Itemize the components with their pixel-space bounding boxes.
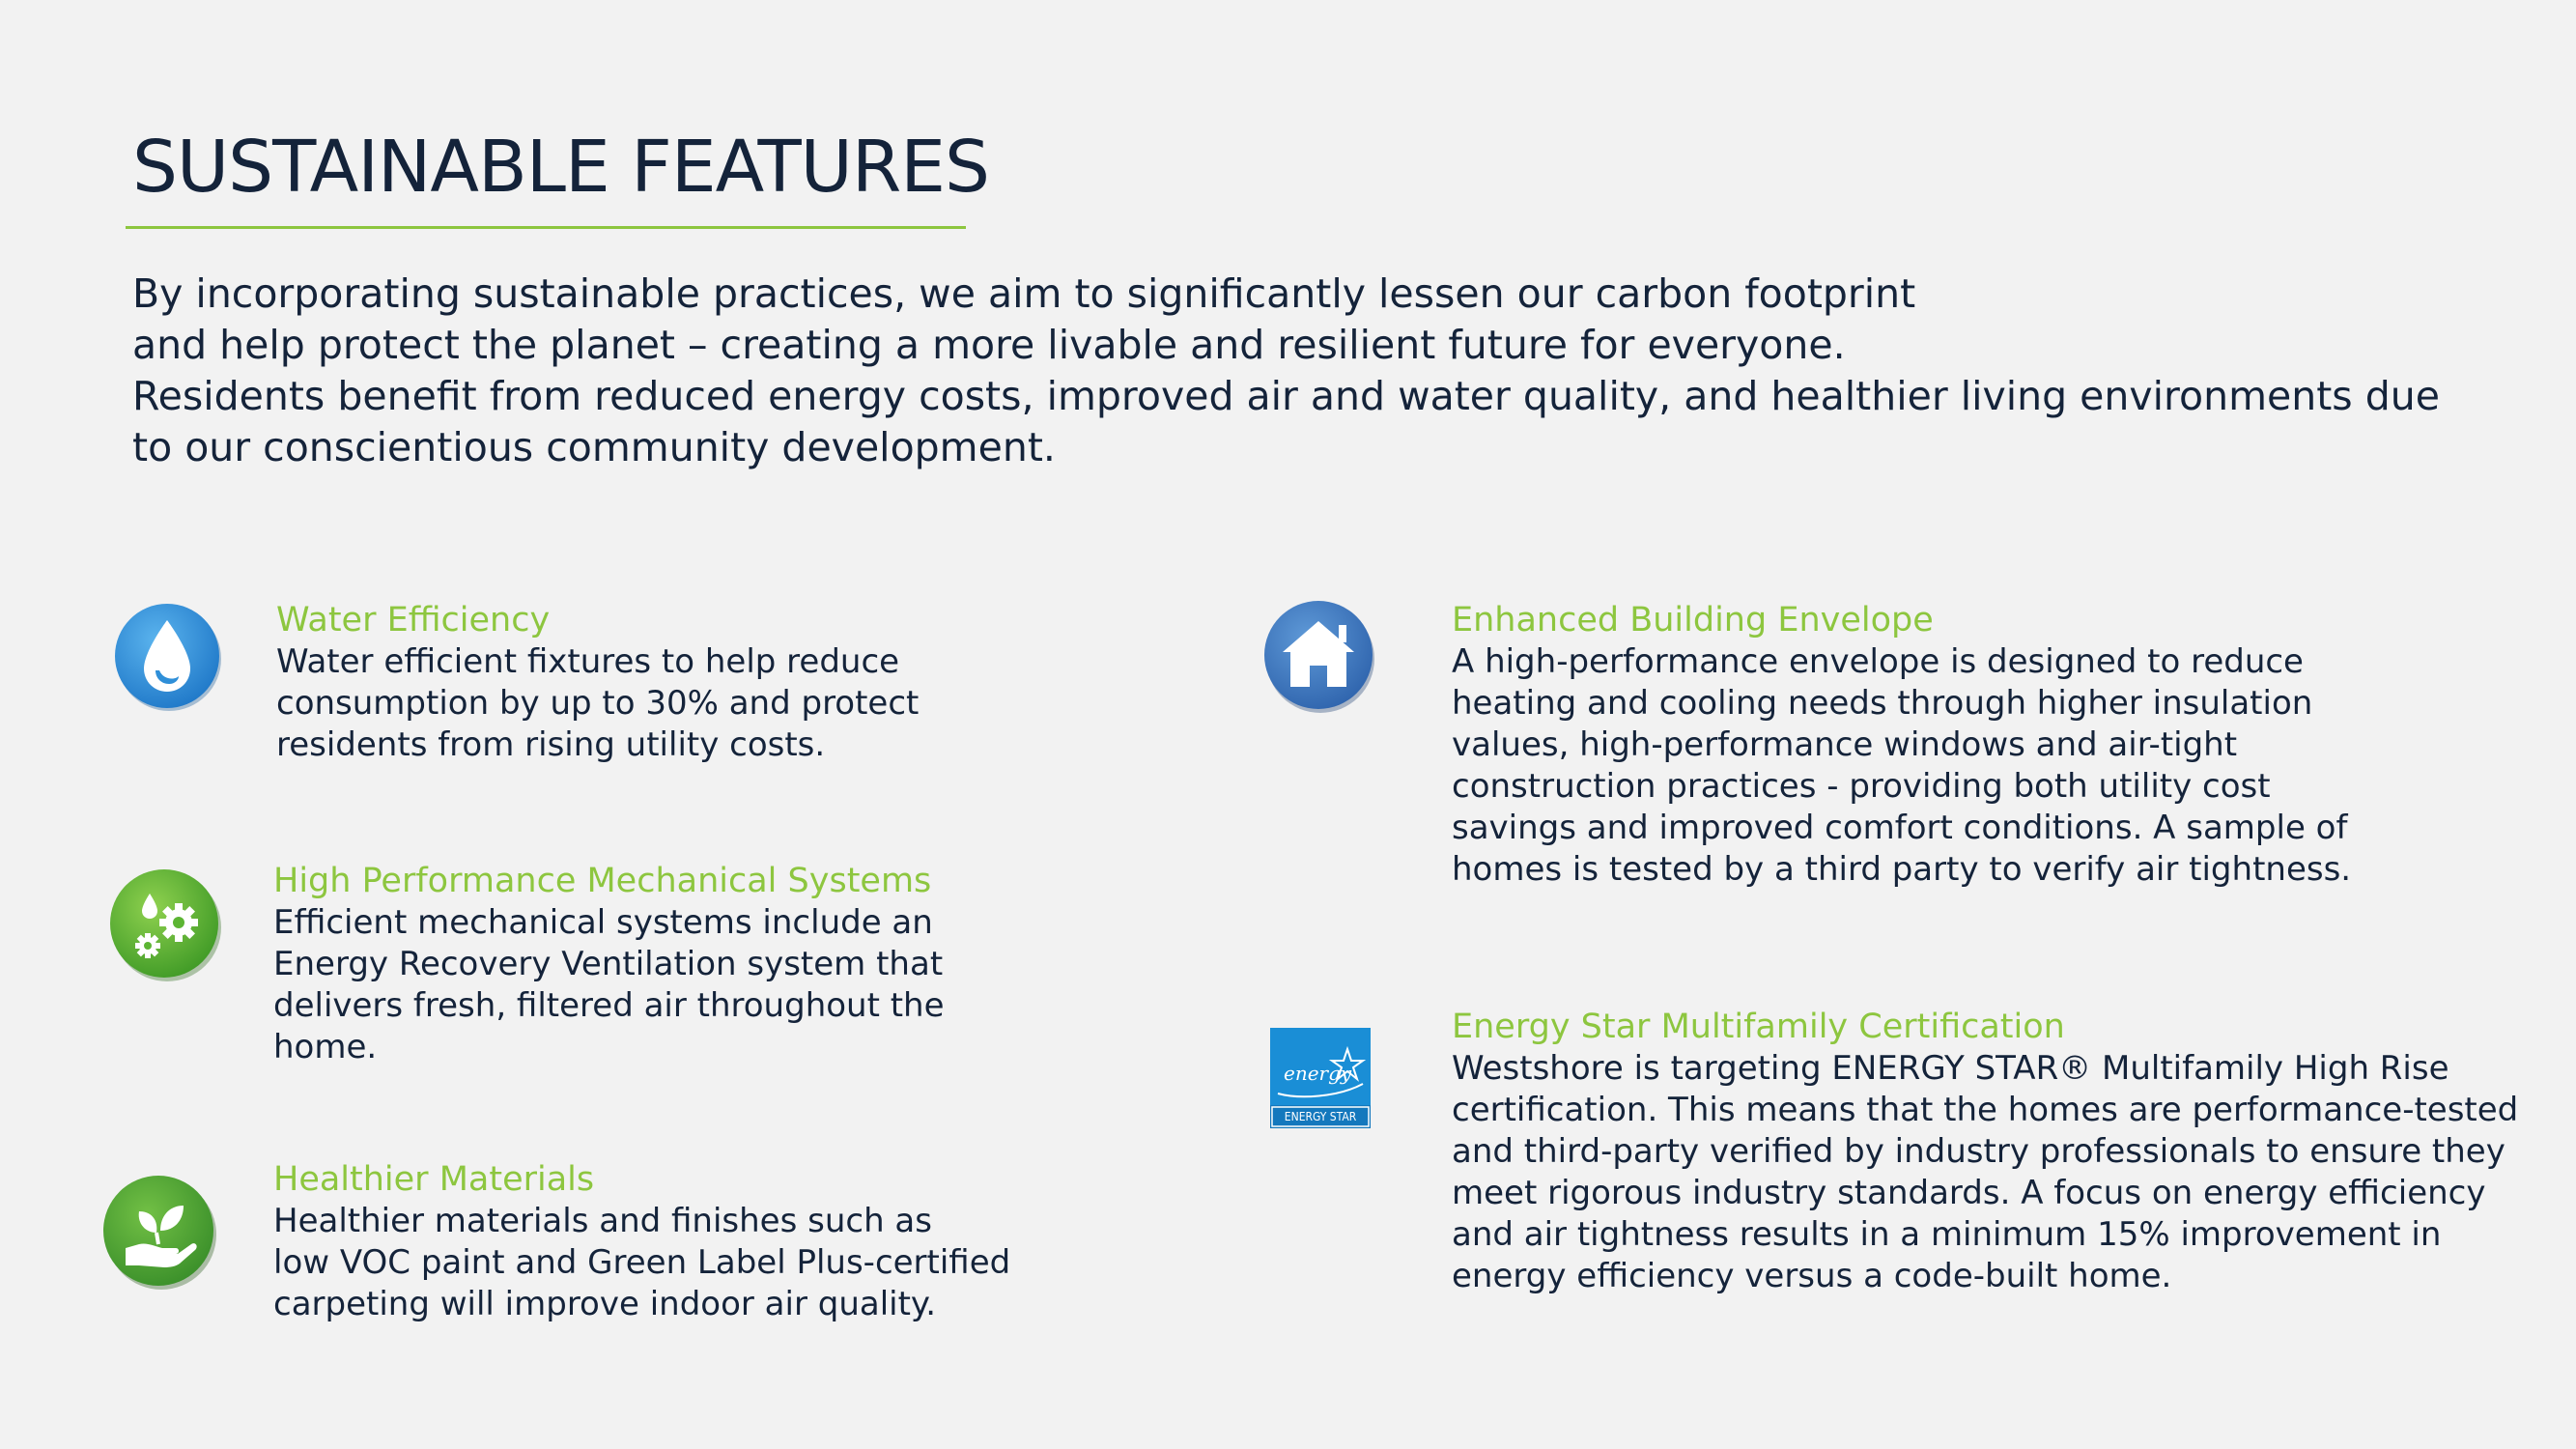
feature-description [1452,1048,2518,1297]
feature-line: and third-party verified by industry professionals to ensure they [1452,1132,2505,1171]
feature-line: Energy Recovery Ventilation system that [273,945,944,983]
leaf-hand-icon [100,1173,218,1291]
feature-line: Healthier materials and finishes such as [273,1202,932,1240]
feature-title: Energy Star Multifamily Certification [1452,1008,2065,1046]
energy-star-logo-text: ENERGY STAR [1284,1110,1357,1123]
feature-description [273,1201,1010,1325]
feature-line: and air tightness results in a minimum 15% improvement in [1452,1215,2442,1254]
intro-line: to our conscientious community development. [132,424,1056,470]
feature-line: heating and cooling needs through higher insulation [1452,684,2313,723]
house-icon [1261,598,1377,714]
feature-water-efficiency [276,600,919,766]
feature-line: carpeting will improve indoor air quality. [273,1285,937,1323]
feature-description [273,902,945,1068]
feature-line: consumption by up to 30% and protect [276,684,920,723]
feature-line: values, high-performance windows and air-tight [1452,725,2238,764]
feature-title: Enhanced Building Envelope [1452,601,1934,639]
page-title: SUSTAINABLE FEATURES [132,126,989,209]
energy-star-logo-icon [1270,1028,1371,1128]
intro-line: Residents benefit from reduced energy costs, improved air and water quality, and healthier living environments due [132,373,2440,419]
feature-building-envelope [1452,600,2351,891]
feature-line: energy efficiency versus a code-built home. [1452,1257,2172,1295]
feature-mechanical-systems [273,861,945,1068]
feature-description [276,641,919,766]
intro-line: By incorporating sustainable practices, we aim to significantly lessen our carbon footprint [132,270,1916,317]
feature-line: savings and improved comfort conditions. A sample of [1452,809,2348,847]
gears-drop-icon [107,867,223,982]
feature-title: High Performance Mechanical Systems [273,862,932,900]
intro-paragraph [132,269,2489,473]
intro-line: and help protect the planet – creating a more livable and resilient future for everyone. [132,322,1846,368]
feature-title: Healthier Materials [273,1160,595,1199]
feature-line: low VOC paint and Green Label Plus-certified [273,1243,1011,1282]
feature-line: Westshore is targeting ENERGY STAR® Multifamily High Rise [1452,1049,2449,1088]
feature-line: Efficient mechanical systems include an [273,903,933,942]
feature-line: certification. This means that the homes are performance-tested [1452,1091,2519,1129]
feature-line: home. [273,1028,378,1066]
feature-line: construction practices - providing both utility cost [1452,767,2271,806]
feature-title: Water Efficiency [276,601,551,639]
feature-line: meet rigorous industry standards. A focus on energy efficiency [1452,1174,2486,1212]
svg-text:energy: energy [1284,1062,1352,1085]
feature-line: homes is tested by a third party to verify air tightness. [1452,850,2352,889]
feature-energy-star [1452,1007,2518,1297]
feature-line: delivers fresh, filtered air throughout the [273,986,945,1025]
feature-line: Water efficient fixtures to help reduce [276,642,900,681]
title-underline [126,226,966,229]
feature-line: residents from rising utility costs. [276,725,826,764]
feature-description [1452,641,2351,891]
feature-healthier-materials [273,1159,1010,1325]
water-drop-icon [113,601,225,713]
feature-line: A high-performance envelope is designed to reduce [1452,642,2304,681]
